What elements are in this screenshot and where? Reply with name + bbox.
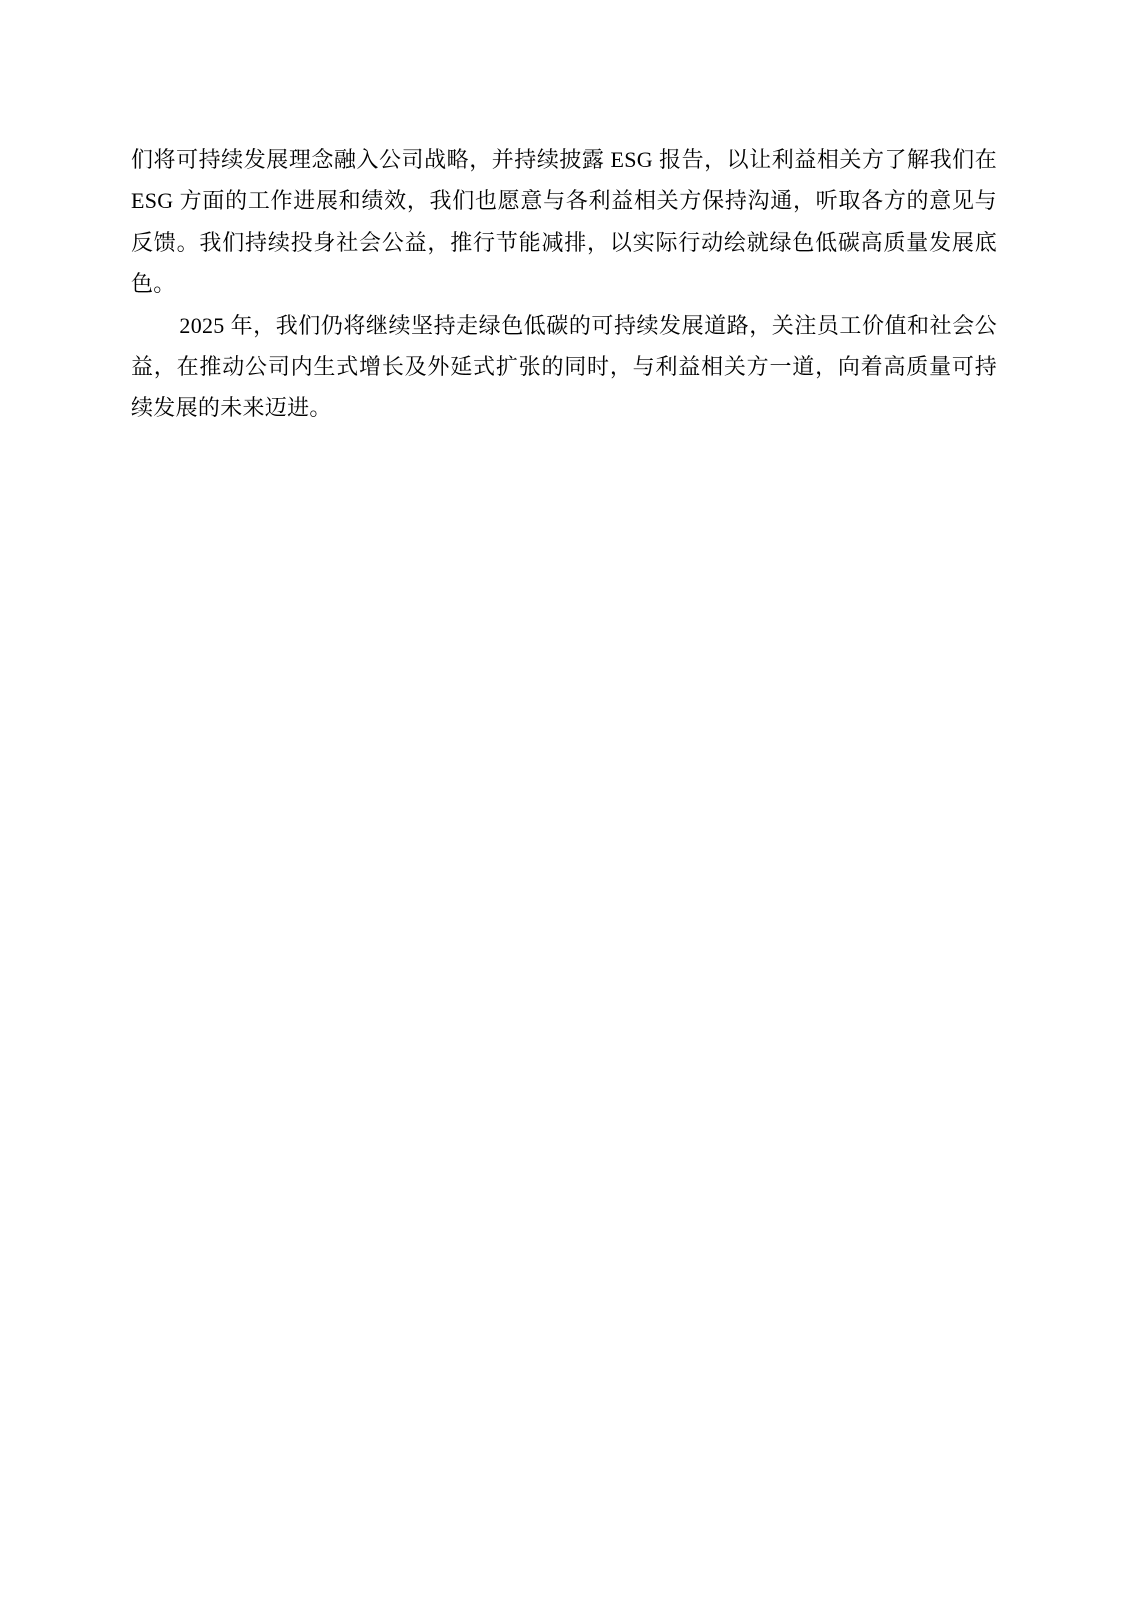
document-text-block — [131, 139, 997, 429]
paragraph-esg-continuation: 们将可持续发展理念融入公司战略，并持续披露 ESG 报告，以让利益相关方了解我们在 ESG 方面的工作进展和绩效，我们也愿意与各利益相关方保持沟通，听取各方的意见与反馈。我们持续投身社会公益，推行节能减排，以实际行动绘就绿色低碳高质量发展底色。 — [131, 147, 997, 297]
paragraph-2025-outlook: 2025 年，我们仍将继续坚持走绿色低碳的可持续发展道路，关注员工价值和社会公益，在推动公司内生式增长及外延式扩张的同时，与利益相关方一道，向着高质量可持续发展的未来迈进。 — [131, 312, 997, 421]
